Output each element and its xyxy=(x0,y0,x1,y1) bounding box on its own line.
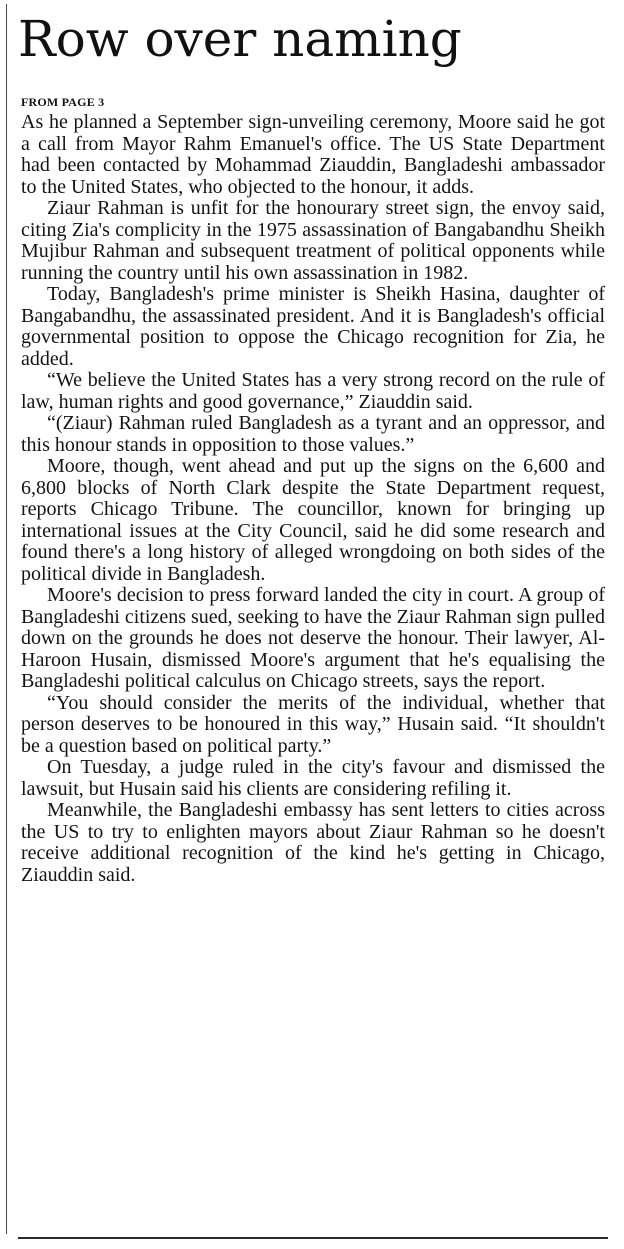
column-rule-left xyxy=(6,4,7,1234)
paragraph: “We believe the United States has a very strong record on the rule of law, human rights and good governance,” Ziauddin said. xyxy=(21,369,605,413)
bottom-rule xyxy=(18,1237,608,1239)
headline: Row over naming xyxy=(18,10,462,68)
paragraph: As he planned a September sign-unveiling ceremony, Moore said he got a call from Mayor Rahm Emanuel's office. The US State Department had been contacted by Mohammad Ziauddin, Bangladeshi ambassador to the United States, who objected to the honour, it adds. xyxy=(21,111,605,198)
paragraph: Ziaur Rahman is unfit for the honourary street sign, the envoy said, citing Zia's complicity in the 1975 assassination of Bangabandhu Sheikh Mujibur Rahman and subsequent treatment of political opponents while running the country until his own assassination in 1982. xyxy=(21,197,605,284)
paragraph: On Tuesday, a judge ruled in the city's favour and dismissed the lawsuit, but Husain said his clients are considering refiling it. xyxy=(21,756,605,800)
article-body xyxy=(21,112,605,886)
paragraph: Meanwhile, the Bangladeshi embassy has sent letters to cities across the US to try to enlighten mayors about Ziaur Rahman so he doesn't receive additional recognition of the kind he's getting in Chicago, Ziauddin said. xyxy=(21,799,605,886)
continued-from-label: FROM PAGE 3 xyxy=(21,95,105,109)
paragraph: Today, Bangladesh's prime minister is Sheikh Hasina, daughter of Bangabandhu, the assassinated president. And it is Bangladesh's official governmental position to oppose the Chicago recognition for Zia, he added. xyxy=(21,283,605,370)
paragraph: “(Ziaur) Rahman ruled Bangladesh as a tyrant and an oppressor, and this honour stands in opposition to those values.” xyxy=(21,412,605,456)
paragraph: Moore's decision to press forward landed the city in court. A group of Bangladeshi citizens sued, seeking to have the Ziaur Rahman sign pulled down on the grounds he does not deserve the honour. Their lawyer, Al-Haroon Husain, dismissed Moore's argument that he's equalising the Bangladeshi political calculus on Chicago streets, says the report. xyxy=(21,584,605,692)
paragraph: “You should consider the merits of the individual, whether that person deserves to be honoured in this way,” Husain said. “It shouldn't be a question based on political party.” xyxy=(21,691,605,757)
paragraph: Moore, though, went ahead and put up the signs on the 6,600 and 6,800 blocks of North Clark despite the State Department request, reports Chicago Tribune. The councillor, known for bringing up international issues at the City Council, said he did some research and found there's a long history of alleged wrongdoing on both sides of the political divide in Bangladesh. xyxy=(21,455,605,585)
